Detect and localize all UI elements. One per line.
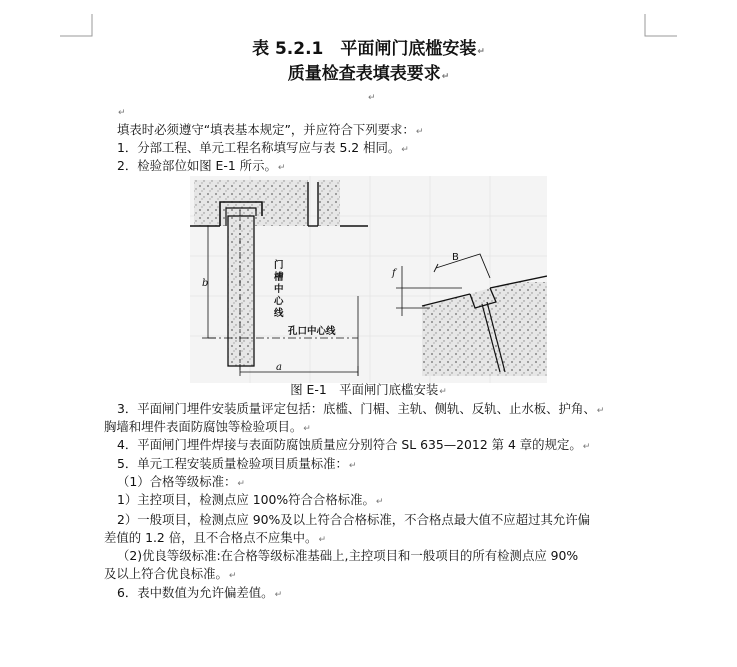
page-corner-top-left: [60, 14, 94, 38]
gate-slot-concrete: [228, 216, 254, 366]
concrete-block-top-right: [318, 180, 340, 226]
dimension-a-label: a: [276, 362, 282, 373]
page-corner-top-right: [643, 14, 677, 38]
paragraph-mark: ↵: [441, 72, 450, 82]
paragraph-mark: ↵: [477, 47, 485, 57]
label-char-4: 心: [274, 296, 284, 307]
item-3-line1: 3．平面闸门埋件安装质量评定包括：底槛、门楣、主轨、侧轨、反轨、止水板、护角、↵: [117, 401, 605, 416]
item-5-2-line1: （2)优良等级标准:在合格等级标准基础上,主控项目和一般项目的所有检测点应 90%: [117, 548, 579, 563]
item-6: 6．表中数值为允许偏差值。↵: [117, 585, 283, 600]
item-1: 1．分部工程、单元工程名称填写应与表 5.2 相同。↵: [117, 140, 409, 155]
document-title-line2: 质量检查表填表要求↵: [287, 64, 450, 84]
item-5-2-line2: 及以上符合优良标准。↵: [104, 566, 237, 581]
item-5-1-2-line1: 2）一般项目，检测点应 90%及以上符合合格标准，不合格点最大值不应超过其允许偏: [117, 512, 591, 527]
dimension-B-label: B: [452, 252, 459, 263]
dimension-f-label: f: [392, 268, 396, 279]
label-char-2: 槽: [274, 272, 284, 283]
item-5-1-2-line2: 差值的 1.2 倍，且不合格点不应集中。↵: [104, 530, 326, 545]
item-4: 4．平面闸门埋件焊接与表面防腐蚀质量应分别符合 SL 635—2012 第 4 章的规定。↵: [117, 437, 591, 452]
intro-paragraph: 填表时必须遵守“填表基本规定”，并应符合下列要求：↵: [117, 122, 424, 137]
label-char-5: 线: [274, 308, 284, 319]
empty-paragraph-mark: ↵: [118, 108, 126, 118]
item-5-1-1: 1）主控项目，检测点应 100%符合合格标准。↵: [117, 492, 384, 507]
figure-gate-sill-diagram: [190, 176, 547, 383]
document-title-line1: 表 5.2.1 平面闸门底槛安装↵: [252, 39, 485, 59]
dimension-b-label: b: [202, 278, 209, 289]
label-char-3: 中: [274, 284, 284, 295]
item-2: 2．检验部位如图 E-1 所示。↵: [117, 158, 286, 173]
item-3-line2: 胸墙和埋件表面防腐蚀等检验项目。↵: [104, 419, 311, 434]
item-5-1: （1）合格等级标准：↵: [117, 474, 245, 489]
hole-center-label: 孔口中心线: [288, 326, 336, 337]
empty-paragraph-mark: ↵: [368, 93, 376, 103]
label-char-1: 门: [274, 260, 284, 271]
item-5: 5．单元工程安装质量检验项目质量标准：↵: [117, 456, 357, 471]
figure-caption: 图 E-1 平面闸门底槛安装↵: [290, 382, 447, 397]
